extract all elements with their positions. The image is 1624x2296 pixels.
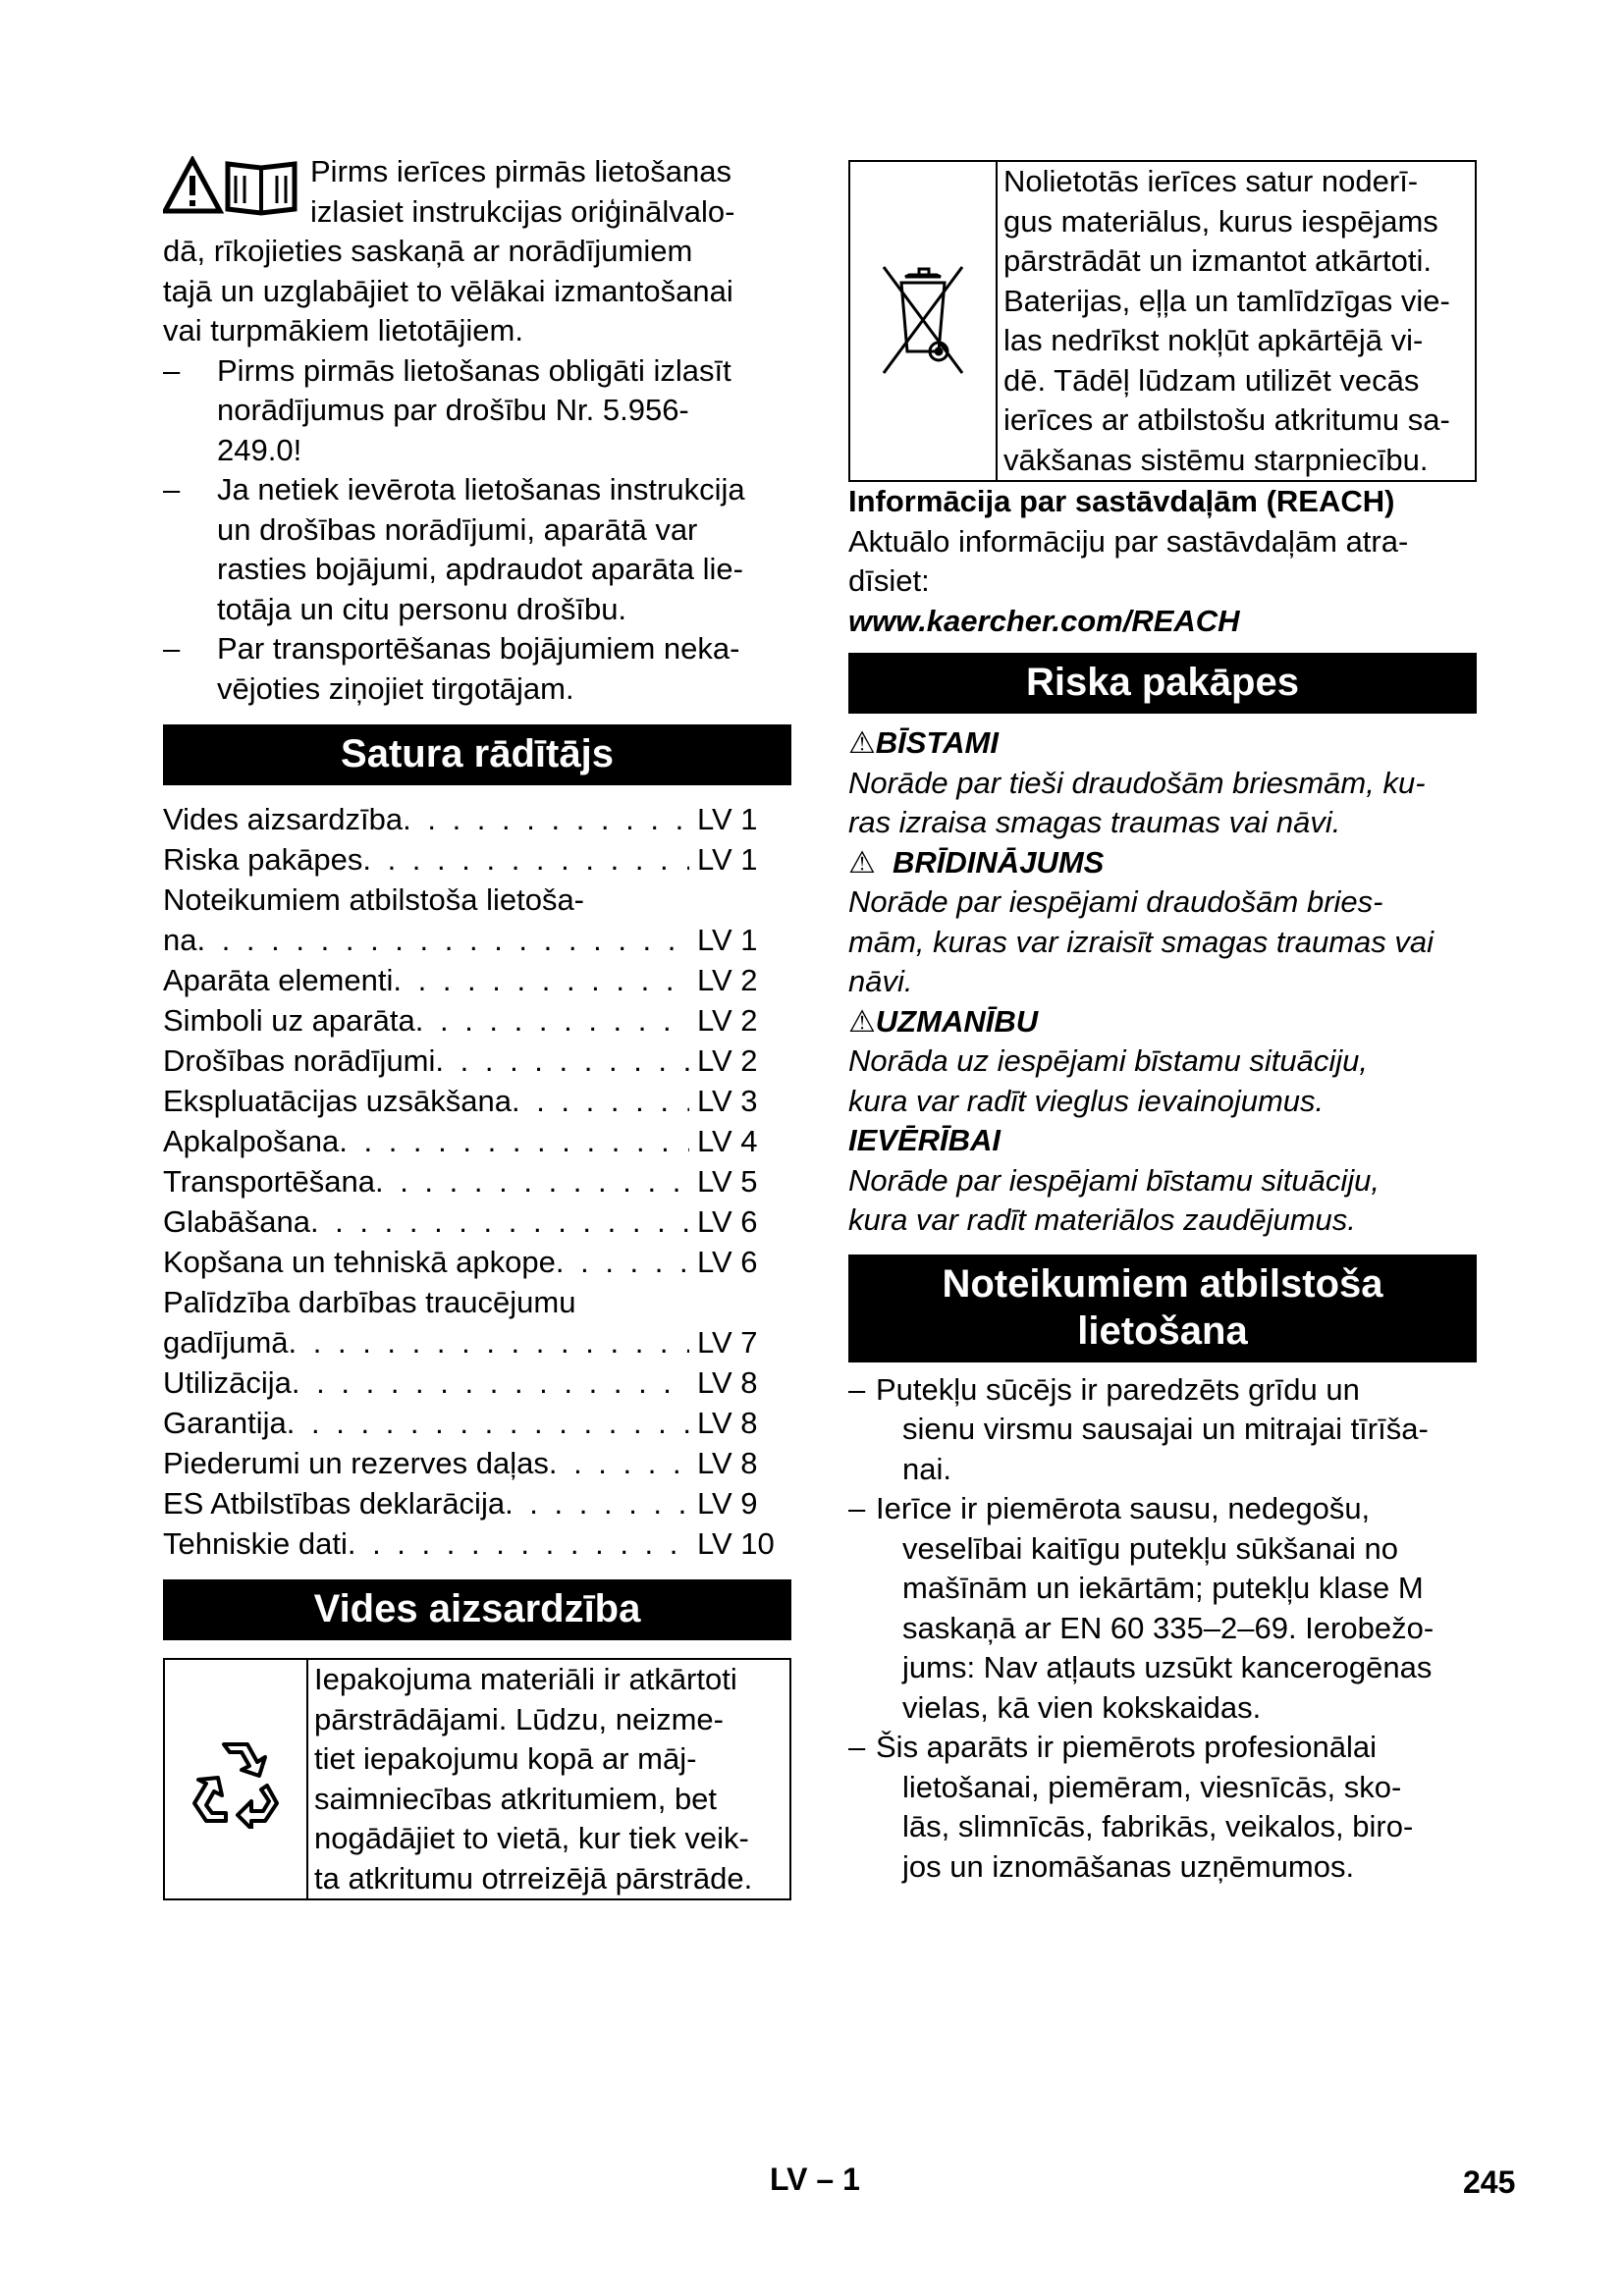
recycle-text: [308, 1660, 754, 1898]
toc-entry[interactable]: [163, 1242, 791, 1282]
toc-page: LV 1: [697, 842, 758, 877]
toc-page: LV 6: [697, 1204, 758, 1239]
bullet-line: 249.0!: [217, 432, 302, 467]
toc-entry[interactable]: [163, 960, 791, 1000]
intro-line: dā, rīkojieties saskaņā ar norādījumiem: [163, 234, 693, 268]
reach-info: [848, 482, 1477, 641]
risk-heading: Riska pakāpes: [848, 653, 1477, 714]
bullet-line: vielas, kā vien kokskaidas.: [902, 1689, 1262, 1725]
risk-label-warning: [848, 843, 1477, 883]
warning-triangle-icon: ⚠: [848, 725, 876, 760]
recycle-icon: [187, 1731, 285, 1829]
toc-entry[interactable]: [163, 1403, 791, 1443]
env-heading: Vides aizsardzība: [163, 1579, 791, 1640]
toc-page: LV 7: [697, 1325, 758, 1360]
toc-page: LV 9: [697, 1486, 758, 1521]
bullet-line: un drošības norādījumi, aparātā var: [217, 511, 698, 547]
bullet-line: Šis aparāts ir piemērots profesionālai: [876, 1730, 1378, 1764]
disposal-line: Nolietotās ierīces satur noderī-: [1003, 164, 1419, 198]
toc-page: LV 8: [697, 1406, 758, 1440]
risk-desc-line: kura var radīt vieglus ievainojumus.: [848, 1083, 1325, 1118]
footer-section-label: LV – 1: [770, 2162, 860, 2197]
heading-line: Noteikumiem atbilstoša: [942, 1261, 1383, 1306]
toc-entry[interactable]: [163, 1322, 791, 1362]
right-column: [848, 152, 1477, 1887]
toc-title: Simboli uz aparāta: [163, 1003, 415, 1038]
toc-page: LV 6: [697, 1245, 758, 1279]
risk-levels: [848, 723, 1477, 1241]
reach-line: Aktuālo informāciju par sastāvdaļām atra-: [848, 523, 1409, 559]
bullet-line: totāja un citu personu drošību.: [217, 591, 627, 626]
recycle-box: [163, 1658, 791, 1900]
toc-title: Tehniskie dati: [163, 1526, 348, 1561]
toc-title: Glabāšana: [163, 1204, 310, 1239]
toc-title: Transportēšana: [163, 1164, 375, 1199]
toc-title: Aparāta elementi: [163, 963, 394, 997]
reach-link[interactable]: www.kaercher.com/REACH: [848, 603, 1240, 638]
disposal-line: ierīces ar atbilstošu atkritumu sa-: [1003, 402, 1450, 437]
disposal-line: gus materiālus, kurus iespējams: [1003, 203, 1438, 239]
risk-label-caution: [848, 1002, 1477, 1042]
intro-bullet: [163, 629, 791, 709]
risk-label: BĪSTAMI: [875, 725, 999, 760]
disposal-line: dē. Tādēļ lūdzam utilizēt vecās: [1003, 362, 1420, 398]
toc-title: Piederumi un rezerves daļas: [163, 1446, 549, 1480]
toc-title: na: [163, 923, 197, 957]
use-bullet: [848, 1370, 1477, 1490]
toc-entry[interactable]: [163, 1081, 791, 1121]
bullet-line: nai.: [902, 1451, 951, 1486]
toc-page: LV 2: [697, 963, 758, 997]
toc-entry[interactable]: [163, 799, 791, 839]
toc-page: LV 8: [697, 1365, 758, 1400]
intro-bullet: [163, 351, 791, 471]
intro-line: vai turpmākiem lietotājiem.: [163, 313, 523, 347]
toc-title: Vides aizsardzība: [163, 802, 404, 836]
recycle-line: saimniecības atkritumiem, bet: [314, 1781, 718, 1816]
toc-page: LV 3: [697, 1084, 758, 1118]
risk-desc-line: kura var radīt materiālos zaudējumus.: [848, 1202, 1356, 1237]
bullet-line: jums: Nav atļauts uzsūkt kancerogēnas: [902, 1650, 1433, 1684]
toc-entry[interactable]: [163, 1041, 791, 1081]
intro-line: izlasiet instrukcijas oriģinālvalo-: [310, 193, 735, 229]
risk-desc: [848, 882, 1477, 1002]
toc-title: ES Atbilstības deklarācija: [163, 1486, 506, 1521]
disposal-line: pārstrādāt un izmantot atkārtoti.: [1003, 243, 1432, 278]
bullet-line: norādījumus par drošību Nr. 5.956-: [217, 393, 689, 427]
risk-desc-line: Norāde par tieši draudošām briesmām, ku-: [848, 765, 1426, 800]
risk-desc-line: ras izraisa smagas traumas vai nāvi.: [848, 805, 1341, 839]
use-bullet: [848, 1489, 1477, 1728]
toc-entry[interactable]: [163, 1000, 791, 1041]
disposal-line: Baterijas, eļļa un tamlīdzīgas vie-: [1003, 283, 1450, 318]
toc-entry[interactable]: [163, 1443, 791, 1483]
toc-entry-wrap: [163, 1282, 791, 1322]
intro-line: tajā un uzglabājiet to vēlākai izmantošanai: [163, 273, 733, 308]
bullet-dash: –: [848, 1730, 866, 1764]
intro-note: [163, 152, 791, 709]
bullet-line: lietošanai, piemēram, viesnīcās, sko-: [902, 1769, 1402, 1804]
toc-page: LV 1: [697, 802, 758, 836]
toc-title-line: Palīdzība darbības traucējumu: [163, 1285, 576, 1319]
intended-use-heading: [848, 1255, 1477, 1362]
table-of-contents: [163, 799, 791, 1564]
disposal-text: [998, 162, 1452, 480]
risk-desc-line: Norāda uz iespējami bīstamu situāciju,: [848, 1043, 1368, 1078]
toc-title: Utilizācija: [163, 1365, 292, 1400]
disposal-icon-cell: [850, 162, 998, 480]
toc-page: LV 2: [697, 1043, 758, 1078]
toc-entry[interactable]: [163, 839, 791, 880]
risk-desc: [848, 1161, 1477, 1241]
reach-title: Informācija par sastāvdaļām (REACH): [848, 484, 1395, 518]
use-bullet: [848, 1728, 1477, 1887]
toc-entry[interactable]: [163, 1523, 791, 1564]
toc-entry[interactable]: [163, 1121, 791, 1161]
recycle-line: pārstrādājami. Lūdzu, neizme-: [314, 1701, 724, 1736]
toc-title: Kopšana un tehniskā apkope: [163, 1245, 556, 1279]
risk-label-danger: [848, 723, 1477, 764]
risk-desc-line: Norāde par iespējami draudošām bries-: [848, 884, 1383, 919]
bullet-line: sienu virsmu sausajai un mitrajai tīrīša-: [902, 1412, 1429, 1446]
bullet-line: vējoties ziņojiet tirgotājam.: [217, 670, 574, 706]
toc-title: Drošības norādījumi: [163, 1043, 436, 1078]
bullet-line: Pirms pirmās lietošanas obligāti izlasīt: [217, 352, 731, 388]
bullet-line: saskaņā ar EN 60 335–2–69. Ierobežo-: [902, 1610, 1435, 1645]
warning-triangle-icon: ⚠: [848, 1003, 876, 1039]
toc-page: LV 8: [697, 1446, 758, 1480]
footer-page-number: 245: [1463, 2164, 1516, 2200]
toc-entry[interactable]: [163, 1483, 791, 1523]
toc-title: Apkalpošana: [163, 1124, 340, 1158]
recycle-line: tiet iepakojumu kopā ar māj-: [314, 1741, 697, 1776]
risk-desc: [848, 764, 1477, 843]
toc-title-line: Noteikumiem atbilstoša lietoša-: [163, 882, 585, 917]
bullet-dash: –: [163, 352, 181, 388]
warning-triangle-icon: ⚠: [848, 844, 876, 880]
toc-title: Ekspluatācijas uzsākšana: [163, 1084, 512, 1118]
recycle-line: ta atkritumu otrreizējā pārstrāde.: [314, 1860, 753, 1896]
toc-page: LV 5: [697, 1164, 758, 1199]
warning-read-manual-icon: [163, 156, 300, 217]
bullet-line: mašīnām un iekārtām; putekļu klase M: [902, 1571, 1424, 1605]
crossed-bin-icon: [874, 257, 972, 385]
toc-entry[interactable]: [163, 1161, 791, 1201]
toc-page: LV 10: [697, 1526, 775, 1561]
bullet-line: lās, slimnīcās, fabrikās, veikalos, biro-: [902, 1809, 1414, 1843]
disposal-box: [848, 160, 1477, 482]
toc-entry[interactable]: [163, 1201, 791, 1242]
toc-title: Garantija: [163, 1406, 287, 1440]
intro-line: Pirms ierīces pirmās lietošanas: [310, 154, 731, 188]
risk-label-notice: IEVĒRĪBAI: [848, 1123, 1001, 1157]
bullet-dash: –: [163, 631, 181, 666]
toc-page: LV 4: [697, 1124, 758, 1158]
intended-use-list: [848, 1370, 1477, 1888]
toc-entry[interactable]: [163, 1362, 791, 1403]
bullet-line: veselībai kaitīgu putekļu sūkšanai no: [902, 1530, 1398, 1566]
bullet-line: rasties bojājumi, apdraudot aparāta lie-: [217, 552, 743, 586]
left-column: [163, 152, 791, 1900]
risk-label: UZMANĪBU: [875, 1003, 1039, 1039]
bullet-dash: –: [163, 472, 181, 507]
recycle-icon-cell: [165, 1660, 308, 1898]
bullet-line: Ierīce ir piemērota sausu, nedegošu,: [876, 1491, 1371, 1525]
toc-title: Riska pakāpes: [163, 842, 363, 877]
risk-label: BRĪDINĀJUMS: [893, 844, 1105, 880]
bullet-line: Putekļu sūcējs ir paredzēts grīdu un: [876, 1371, 1360, 1407]
toc-page: LV 1: [697, 923, 758, 957]
toc-page: LV 2: [697, 1003, 758, 1038]
risk-desc: [848, 1041, 1477, 1121]
disposal-line: las nedrīkst nokļūt apkārtējā vi-: [1003, 323, 1424, 357]
recycle-line: nogādājiet to vietā, kur tiek veik-: [314, 1821, 749, 1855]
intro-bullet: [163, 470, 791, 629]
bullet-line: jos un iznomāšanas uzņēmumos.: [902, 1848, 1355, 1884]
bullet-line: Ja netiek ievērota lietošanas instrukcija: [217, 472, 745, 507]
toc-heading: Satura rādītājs: [163, 724, 791, 785]
bullet-line: Par transportēšanas bojājumiem neka-: [217, 631, 740, 666]
recycle-line: Iepakojuma materiāli ir atkārtoti: [314, 1662, 737, 1696]
bullet-dash: –: [848, 1491, 866, 1525]
risk-desc-line: mām, kuras var izraisīt smagas traumas vai: [848, 924, 1435, 959]
heading-line: lietošana: [1077, 1308, 1248, 1353]
toc-title: gadījumā: [163, 1325, 289, 1360]
toc-entry-wrap: [163, 880, 791, 920]
toc-entry[interactable]: [163, 920, 791, 960]
disposal-line: vākšanas sistēmu starpniecību.: [1003, 442, 1429, 477]
risk-desc-line: nāvi.: [848, 964, 913, 998]
reach-line: dīsiet:: [848, 563, 930, 598]
bullet-dash: –: [848, 1371, 866, 1407]
risk-desc-line: Norāde par iespējami bīstamu situāciju,: [848, 1162, 1380, 1198]
